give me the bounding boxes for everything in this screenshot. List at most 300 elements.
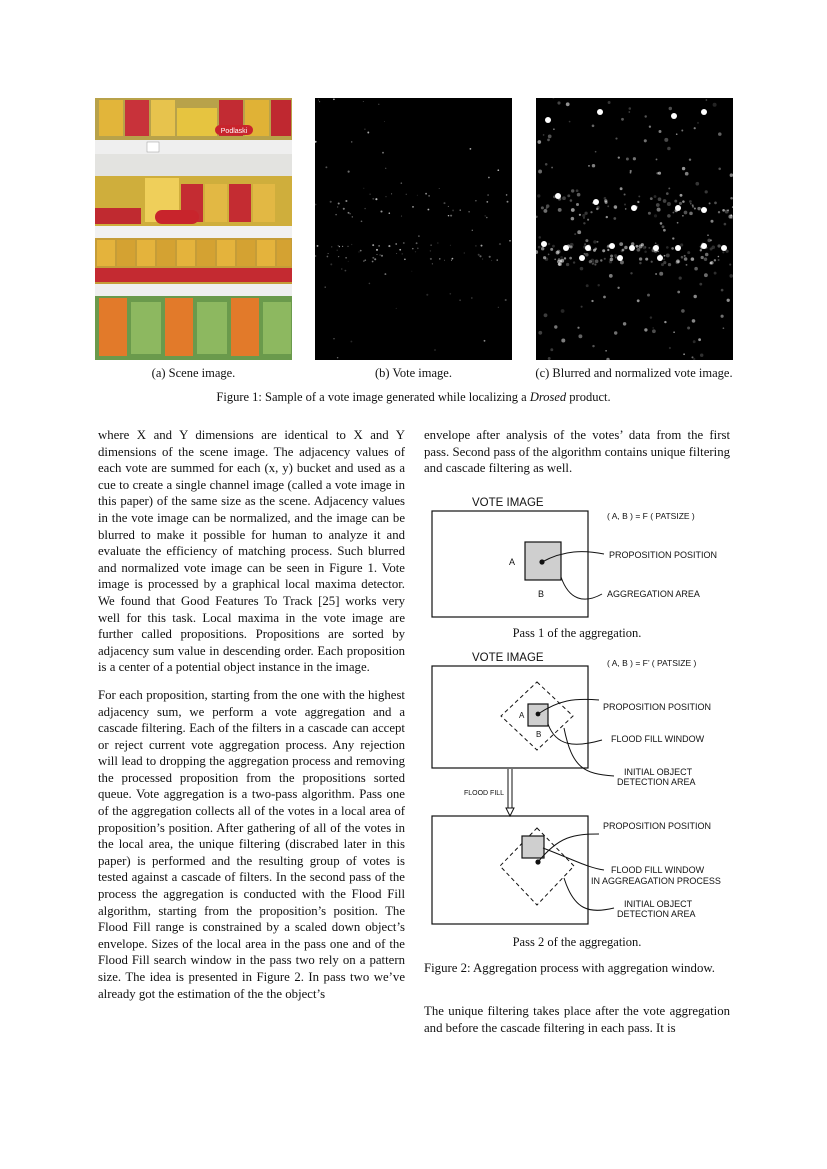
vote-dot	[668, 187, 670, 189]
vote-dot	[595, 151, 597, 153]
vote-dot	[718, 259, 720, 261]
vote-dot	[638, 195, 640, 197]
vote-dot	[594, 263, 596, 265]
vote-dot	[666, 192, 669, 195]
vote-dot	[547, 139, 550, 142]
figure1-caption-prefix: Figure 1: Sample of a vote image generated while localizing a	[216, 390, 530, 404]
vote-dot	[644, 139, 647, 142]
pass2-diagram	[424, 648, 730, 933]
vote-dot	[417, 195, 418, 196]
vote-dot	[415, 251, 416, 252]
caption-vote-image: (b) Vote image.	[375, 366, 452, 380]
pass2-initial-label-2: DETECTION AREA	[617, 777, 696, 787]
pass2-label-a: A	[519, 711, 525, 720]
vote-dot	[497, 169, 499, 171]
vote-dot	[389, 212, 391, 214]
vote-dot	[718, 132, 722, 136]
vote-dot	[396, 308, 397, 309]
pass2-initial-label-2a: INITIAL OBJECT	[624, 899, 693, 909]
vote-dot	[452, 209, 454, 211]
vote-dot	[372, 244, 374, 246]
vote-dot	[693, 295, 696, 298]
vote-dot	[576, 203, 579, 206]
vote-dot	[654, 214, 657, 217]
vote-dot	[399, 249, 401, 251]
vote-dot	[541, 206, 544, 209]
caption-blurred-vote-image: (c) Blurred and normalized vote image.	[535, 366, 733, 380]
vote-dot	[658, 197, 662, 201]
vote-dot	[348, 212, 350, 214]
vote-dot	[608, 101, 611, 104]
vote-dot	[566, 102, 570, 106]
vote-dot	[449, 293, 451, 295]
vote-dot	[614, 205, 618, 209]
vote-dot	[335, 214, 337, 216]
vote-dot	[381, 255, 383, 257]
vote-dot	[506, 194, 508, 196]
vote-dot	[669, 107, 672, 110]
pass2-proposition-label-2: PROPOSITION POSITION	[603, 821, 712, 831]
vote-peak	[675, 245, 681, 251]
vote-dot	[536, 250, 538, 254]
vote-dot	[712, 245, 716, 249]
vote-dot	[377, 254, 378, 255]
right-column-intro: envelope after analysis of the votes’ data from the first pass. Second pass of the algorithm contains unique filtering and cascade filtering as well.	[424, 428, 730, 476]
vote-dot	[337, 206, 338, 207]
vote-dot	[348, 171, 350, 173]
vote-dot	[385, 196, 386, 197]
vote-dot	[537, 194, 540, 197]
vote-dot	[385, 168, 386, 169]
vote-dot	[539, 236, 542, 239]
vote-peak	[617, 255, 623, 261]
vote-dot	[448, 215, 449, 216]
vote-dot	[550, 348, 553, 351]
vote-dot	[644, 115, 646, 117]
vote-dot	[697, 122, 699, 124]
vote-dot	[342, 246, 343, 247]
vote-dot	[710, 220, 713, 223]
vote-peak	[609, 243, 615, 249]
vote-dot	[595, 248, 598, 251]
paragraph: where X and Y dimensions are identical to X and Y dimensions of the scene image. The adjacency values of each vote are summed for each (x, y) bucket and used as a cue to create a single channel image (called a vote image in this paper) of the same size as the scene. Adjacency values in the vote image can be normalized, and the image can be blurred to make it possible for human to analyze it and evaluate the efficiency of matching process. Such blurred and normalized vote image can be seen in Figure 1. Vote image is processed by a graphical local maxima detector. We found that Good Features To Track [25] works very well for this task. Local maxima in the vote image are further called propositions. Propositions are sorted by adjacency sum value in descending order. Each proposition is a center of a potential object instance in the image.	[98, 428, 405, 675]
vote-dot	[484, 215, 485, 216]
vote-dot	[319, 101, 320, 102]
vote-dot	[694, 207, 696, 209]
vote-dot	[714, 272, 717, 275]
vote-dot	[363, 261, 364, 262]
right-column-outro: The unique filtering takes place after the vote aggregation and before the cascade filtering in each pass. It is	[424, 1004, 730, 1035]
vote-dot	[577, 230, 581, 234]
vote-peak	[593, 199, 599, 205]
vote-dot	[388, 245, 390, 247]
vote-dot	[552, 98, 554, 99]
vote-dot	[439, 258, 440, 259]
down-arrow-icon	[506, 808, 514, 816]
vote-dot	[687, 327, 690, 330]
vote-dot	[679, 276, 682, 279]
vote-dot	[610, 255, 613, 258]
vote-dot	[384, 121, 385, 122]
vote-dot	[538, 331, 542, 335]
vote-dot	[620, 260, 624, 264]
vote-dot	[361, 220, 363, 222]
vote-dot	[546, 204, 549, 207]
vote-dot	[351, 244, 352, 245]
vote-dot	[729, 264, 731, 266]
vote-dot	[661, 263, 664, 266]
vote-dot	[693, 340, 696, 343]
vote-dot	[637, 248, 641, 252]
vote-dot	[576, 189, 579, 192]
vote-dot	[338, 202, 340, 204]
vote-dot	[369, 194, 370, 195]
vote-dot	[684, 255, 686, 257]
vote-dot	[714, 202, 717, 205]
vote-peak	[631, 205, 637, 211]
vote-dot	[697, 207, 700, 210]
vote-dot	[664, 321, 666, 323]
vote-dot	[584, 253, 586, 255]
vote-dot	[681, 130, 683, 132]
vote-dot	[591, 300, 593, 302]
vote-dot	[689, 212, 693, 216]
vote-dot	[657, 208, 661, 212]
vote-dot	[681, 309, 685, 313]
vote-dot	[543, 134, 545, 136]
vote-dot	[654, 195, 657, 198]
vote-dot	[451, 260, 452, 261]
vote-dot	[622, 249, 625, 252]
vote-dot	[645, 258, 648, 261]
vote-peak	[563, 245, 569, 251]
pass2-flood-fill-window-2	[522, 836, 544, 858]
vote-dot	[577, 193, 581, 197]
pass1-proposition-label: PROPOSITION POSITION	[609, 550, 718, 560]
vote-dot	[338, 245, 339, 246]
vote-dot	[439, 188, 440, 189]
vote-dot	[403, 242, 405, 244]
vote-dot	[489, 256, 491, 258]
vote-dot	[330, 263, 332, 265]
vote-dot	[343, 208, 345, 210]
vote-dot	[317, 245, 319, 247]
vote-dot	[548, 357, 551, 360]
vote-peak	[541, 241, 547, 247]
vote-dot	[448, 206, 449, 207]
vote-dot	[682, 167, 685, 170]
vote-dot	[505, 299, 507, 301]
vote-dot	[607, 249, 609, 251]
vote-peak	[721, 245, 727, 251]
vote-dot	[497, 259, 498, 260]
vote-dot	[680, 243, 683, 246]
vote-dot	[699, 283, 702, 286]
vote-dot	[315, 141, 317, 143]
vote-dot	[637, 299, 640, 302]
vote-dot	[406, 194, 407, 195]
vote-dot	[667, 147, 671, 151]
vote-dot	[499, 243, 501, 245]
vote-peak	[629, 245, 635, 251]
vote-dot	[663, 258, 665, 260]
pass2-flood-window-label-2a: FLOOD FILL WINDOW	[611, 865, 705, 875]
vote-dot	[396, 253, 397, 254]
paragraph: For each proposition, starting from the one with the highest adjacency sum, we perform a vote aggregation and a cascade filtering. Each of the filters in a cascade can accept or reject current vote aggregation process. Any rejection will lead to dropping the aggregation process and removing the processed proposition from the propositions sorted queue. Vote aggregation is a two-pass algorithm. Pass one of the aggregation collects all of the votes in a local area of proposition’s position. After gathering of all of the votes in the local area, the unique filtering (discrabed later in this paper) is performed and the resulting group of votes is tested against a cascade of filters. In the second pass of the process the aggregation is conducted with the Flood Fill algorithm, starting from the proposition’s position. The Flood Fill range is constrained by a scaled down object’s envelope. Sizes of the local area in the pass one and of the Flood Fill search window in the pass two rely on a pattern size. The idea is presented in Figure 2. In pass two we’ve already got the estimation of the the object’s	[98, 687, 405, 1001]
vote-dot	[718, 256, 720, 258]
vote-dot	[479, 255, 481, 257]
vote-dot	[404, 259, 406, 261]
vote-dot	[557, 260, 560, 263]
vote-dot	[363, 101, 364, 102]
vote-dot	[471, 297, 473, 299]
vote-dot	[663, 199, 667, 203]
vote-dot	[341, 268, 342, 269]
vote-dot	[606, 216, 608, 218]
vote-dot	[561, 309, 565, 313]
vote-dot	[689, 200, 692, 203]
vote-dot	[651, 261, 653, 263]
vote-dot	[610, 258, 614, 262]
vote-dot	[548, 254, 550, 256]
vote-dot	[411, 271, 412, 272]
vote-dot	[683, 353, 685, 355]
vote-dot	[401, 182, 403, 184]
vote-dot	[338, 256, 339, 257]
vote-dot	[630, 272, 632, 274]
vote-dot	[486, 201, 488, 203]
vote-dot	[337, 250, 338, 251]
vote-dot	[620, 187, 623, 190]
vote-dot	[574, 233, 576, 235]
vote-dot	[468, 211, 470, 213]
vote-dot	[613, 217, 616, 220]
vote-dot	[692, 206, 694, 208]
vote-dot	[729, 274, 733, 278]
vote-dot	[590, 211, 592, 213]
vote-dot	[352, 216, 353, 217]
vote-dot	[428, 195, 430, 197]
scene-image	[95, 98, 292, 360]
vote-dot	[709, 202, 711, 204]
vote-dot	[717, 244, 720, 247]
vote-dot	[666, 246, 669, 249]
vote-dot	[333, 98, 335, 100]
vote-dot	[571, 208, 575, 212]
vote-dot	[437, 243, 438, 244]
vote-dot	[579, 214, 581, 216]
vote-dot	[507, 201, 509, 203]
vote-dot	[664, 255, 666, 257]
vote-dot	[450, 215, 452, 217]
vote-dot	[617, 287, 619, 289]
vote-peak	[675, 205, 681, 211]
vote-dot	[330, 201, 332, 203]
vote-dot	[684, 257, 688, 261]
vote-dot	[331, 246, 332, 247]
vote-dot	[351, 141, 353, 143]
vote-dot	[700, 249, 702, 251]
vote-dot	[543, 209, 547, 213]
vote-dot	[558, 208, 562, 212]
vote-dot	[337, 357, 338, 358]
vote-dot	[325, 166, 327, 168]
vote-dot	[603, 296, 606, 299]
vote-dot	[647, 294, 650, 297]
pass1-title: VOTE IMAGE	[472, 497, 544, 509]
vote-dot	[571, 217, 575, 221]
vote-dot	[681, 256, 684, 259]
vote-dot	[556, 251, 560, 255]
vote-dot	[345, 257, 347, 259]
vote-dot	[360, 250, 362, 252]
vote-dot	[639, 257, 642, 260]
vote-dot	[315, 255, 316, 256]
vote-dot	[723, 327, 725, 329]
vote-dot	[545, 163, 548, 166]
vote-dot	[604, 258, 606, 260]
vote-dot	[660, 222, 663, 225]
vote-dot	[318, 99, 319, 100]
vote-dot	[416, 242, 418, 244]
vote-dot	[333, 338, 334, 339]
vote-dot	[595, 259, 599, 263]
vote-dot	[605, 350, 607, 352]
vote-dot	[425, 193, 427, 195]
vote-dot	[677, 222, 679, 224]
vote-dot	[367, 132, 369, 134]
vote-dot	[630, 170, 632, 172]
vote-dot	[714, 259, 716, 261]
vote-dot	[328, 253, 329, 254]
vote-dot	[548, 135, 552, 139]
vote-dot	[680, 194, 683, 197]
vote-dot	[488, 177, 490, 179]
vote-dot	[657, 250, 659, 252]
vote-dot	[624, 246, 628, 250]
vote-dot	[570, 243, 574, 247]
vote-dot	[669, 347, 671, 349]
vote-dot	[679, 202, 682, 205]
vote-dot	[509, 240, 511, 242]
vote-dot	[718, 168, 721, 171]
vote-dot	[391, 193, 392, 194]
vote-dot	[430, 250, 431, 251]
vote-dot	[606, 358, 609, 360]
vote-dot	[567, 194, 570, 197]
vote-dot	[592, 124, 595, 127]
pass1-diagram	[424, 492, 730, 628]
vote-peak	[555, 193, 561, 199]
vote-dot	[602, 249, 605, 252]
pass1-aggregation-label: AGGREGATION AREA	[607, 589, 700, 599]
vote-dot	[692, 319, 696, 323]
vote-dot	[730, 197, 733, 200]
vote-peak	[585, 245, 591, 251]
vote-dot	[691, 356, 693, 358]
vote-dot	[713, 103, 717, 107]
vote-dot	[382, 152, 384, 154]
vote-dot	[369, 283, 371, 285]
vote-dot	[685, 172, 689, 176]
vote-dot	[434, 349, 435, 350]
figure2-caption: Figure 2: Aggregation process with aggregation window.	[424, 961, 715, 975]
pass1-label-b: B	[538, 589, 545, 599]
vote-dot	[706, 99, 708, 101]
vote-dot	[705, 190, 708, 193]
pass2-label-b: B	[536, 730, 542, 739]
vote-dot	[722, 209, 725, 212]
vote-dot	[656, 203, 660, 207]
vote-dot	[544, 313, 548, 317]
vote-dot	[710, 261, 714, 265]
vote-dot	[478, 254, 480, 256]
vote-dot	[727, 299, 730, 302]
vote-dot	[609, 274, 613, 278]
vote-dot	[553, 128, 555, 130]
pass2-vote-image-frame-top	[432, 666, 588, 768]
vote-dot	[730, 173, 733, 177]
vote-dot	[625, 208, 627, 210]
vote-dot	[652, 327, 654, 329]
vote-dot	[724, 223, 727, 226]
pass1-caption: Pass 1 of the aggregation.	[512, 626, 642, 640]
vote-dot	[554, 258, 556, 260]
vote-dot	[364, 128, 365, 129]
vote-dot	[672, 237, 674, 239]
vote-dot	[578, 334, 582, 338]
vote-dot	[364, 259, 366, 261]
vote-dot	[618, 156, 620, 158]
vote-dot	[418, 235, 420, 237]
vote-dot	[412, 206, 414, 208]
vote-dot	[641, 243, 644, 246]
vote-dot	[327, 256, 329, 258]
vote-dot	[624, 204, 626, 206]
vote-dot	[380, 210, 382, 212]
vote-dot	[689, 158, 691, 160]
vote-dot	[652, 329, 656, 333]
pass2-flood-window-label-2b: IN AGGREAGATION PROCESS	[591, 876, 721, 886]
vote-dot	[604, 197, 607, 200]
vote-dot	[491, 260, 492, 261]
vote-dot	[537, 140, 541, 144]
pass2-formula: ( A, B ) = F’ ( PATSIZE )	[607, 658, 697, 668]
vote-dot	[614, 254, 617, 257]
vote-dot	[378, 245, 380, 247]
vote-dot	[339, 246, 340, 247]
vote-dot	[639, 262, 641, 264]
vote-dot	[682, 200, 685, 203]
vote-dot	[684, 211, 688, 215]
figure1-caption	[0, 390, 827, 405]
vote-dot	[673, 331, 675, 333]
vote-dot	[430, 258, 432, 260]
vote-dot	[358, 251, 359, 252]
vote-dot	[655, 242, 657, 244]
vote-dot	[481, 245, 483, 247]
vote-dot	[452, 258, 454, 260]
vote-dot	[589, 260, 592, 263]
vote-dot	[727, 209, 729, 211]
vote-dot	[554, 325, 557, 328]
vote-dot	[629, 107, 632, 110]
vote-image	[315, 98, 512, 360]
vote-dot	[571, 189, 574, 192]
vote-dot	[372, 198, 374, 200]
vote-dot	[677, 291, 680, 294]
vote-peak	[579, 255, 585, 261]
